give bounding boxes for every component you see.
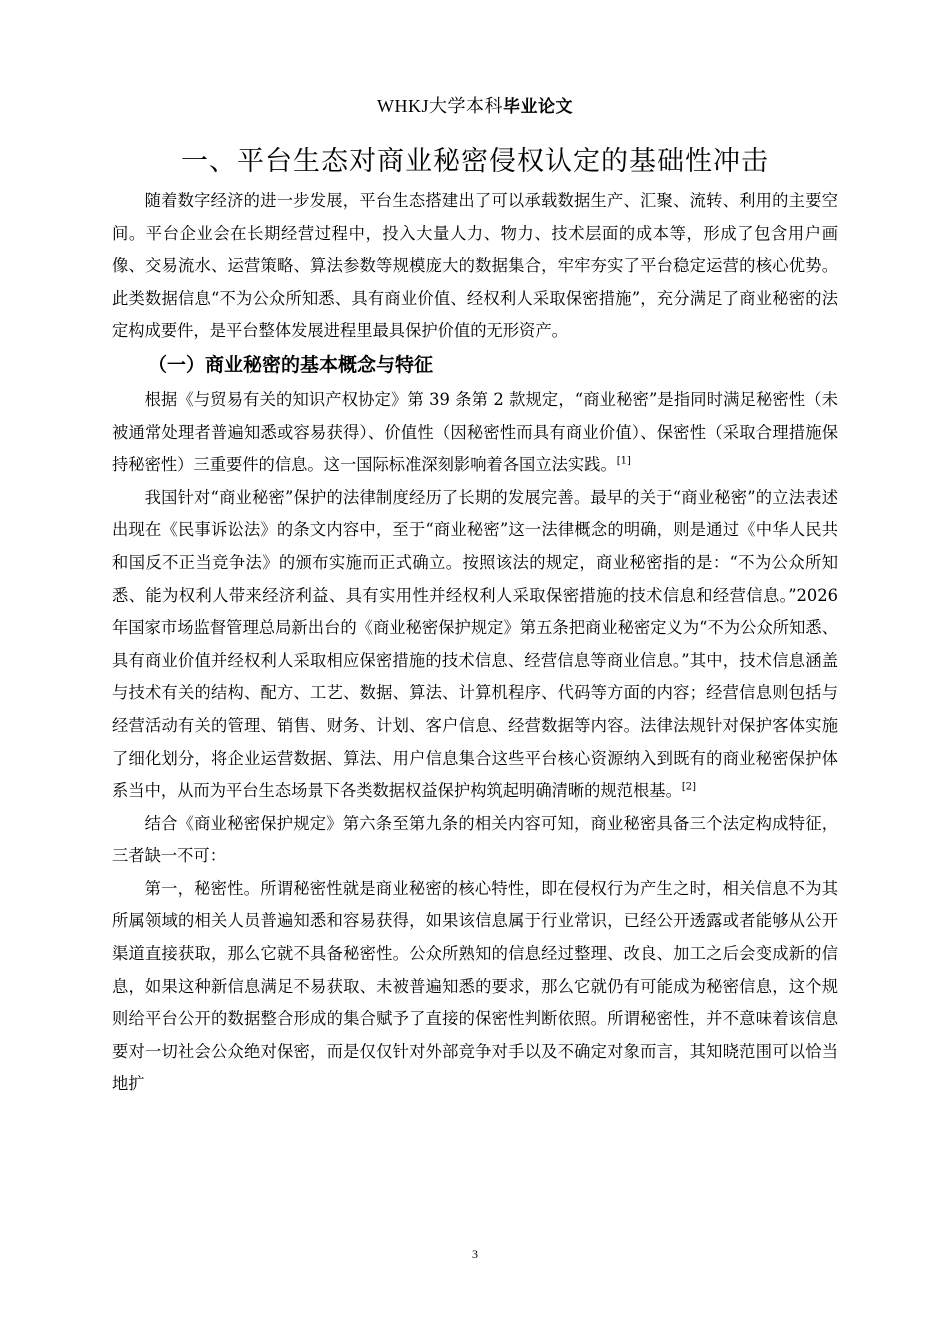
paragraph-text: 我国针对“商业秘密”保护的法律制度经历了长期的发展完善。最早的关于“商业秘密”的立法表述出现在《民事诉讼法》的条文内容中，至于“商业秘密”这一法律概念的明确，则是通过《中华人民共和国反不正当竞争法》的颁布实施而正式确立。按照该法的规定，商业秘密指的是：“不为公众所知悉、能为权利人带来经济利益、具有实用性并经权利人采取保密措施的技术信息和经营信息。”2026 年国家市场监督管理总局新出台的《商业秘密保护规定》第五条把商业秘密定义为“不为公众所知悉、具有商业价值并经权利人采取相应保密措施的技术信息、经营信息等商业信息。”其中，技术信息涵盖与技术有关的结构、配方、工艺、数据、算法、计算机程序、代码等方面的内容；经营信息则包括与经营活动有关的管理、销售、财务、计划、客户信息、经营数据等内容。法律法规针对保护客体实施了细化划分，将企业运营数据、算法、用户信息集合这些平台核心资源纳入到既有的商业秘密保护体系当中，从而为平台生态场景下各类数据权益保护构筑起明确清晰的规范根基。: [112, 487, 838, 801]
header-university: WHKJ大学本科: [377, 96, 503, 116]
running-header: [0, 92, 950, 118]
paragraph-text: 结合《商业秘密保护规定》第六条至第九条的相关内容可知，商业秘密具备三个法定构成特征，三者缺一不可：: [112, 813, 838, 866]
paragraph: [112, 384, 838, 482]
body-text: [112, 143, 838, 1101]
paragraph: [112, 873, 838, 1101]
section-title: 一、平台生态对商业秘密侵权认定的基础性冲击: [181, 146, 769, 177]
header-thesis-label: 毕业论文: [503, 97, 573, 117]
citation-ref: [2]: [681, 781, 697, 793]
citation-ref: [1]: [616, 455, 631, 467]
paragraph-text: 根据《与贸易有关的知识产权协定》第 39 条第 2 款规定，“商业秘密”是指同时满足秘密性（未被通常处理者普遍知悉或容易获得）、价值性（因秘密性而具有商业价值）、保密性（采取合理措施保持秘密性）三重要件的信息。这一国际标准深刻影响着各国立法实践。: [112, 389, 838, 475]
subsection-title: （一）商业秘密的基本概念与特征: [148, 353, 434, 376]
paragraph-text: 第一，秘密性。所谓秘密性就是商业秘密的核心特性，即在侵权行为产生之时，相关信息不为其所属领域的相关人员普遍知悉和容易获得，如果该信息属于行业常识，已经公开透露或者能够从公开渠道直接获取，那么它就不具备秘密性。公众所熟知的信息经过整理、改良、加工之后会变成新的信息，如果这种新信息满足不易获取、未被普遍知悉的要求，那么它就仍有可能成为秘密信息，这个规则给平台公开的数据整合形成的集合赋予了直接的保密性判断依照。所谓秘密性，并不意味着该信息要对一切社会公众绝对保密，而是仅仅针对外部竞争对手以及不确定对象而言，其知晓范围可以恰当地扩: [112, 878, 838, 1094]
paragraph: [112, 808, 838, 873]
paragraph-intro: 随着数字经济的进一步发展，平台生态搭建出了可以承载数据生产、汇聚、流转、利用的主要空间。平台企业会在长期经营过程中，投入大量人力、物力、技术层面的成本等，形成了包含用户画像、交易流水、运营策略、算法参数等规模庞大的数据集合，牢牢夯实了平台稳定运营的核心优势。此类数据信息“不为公众所知悉、具有商业价值、经权利人采取保密措施”，充分满足了商业秘密的法定构成要件，是平台整体发展进程里最具保护价值的无形资产。: [112, 191, 838, 341]
page-number: 3: [472, 1247, 478, 1261]
paragraph: [112, 482, 838, 808]
